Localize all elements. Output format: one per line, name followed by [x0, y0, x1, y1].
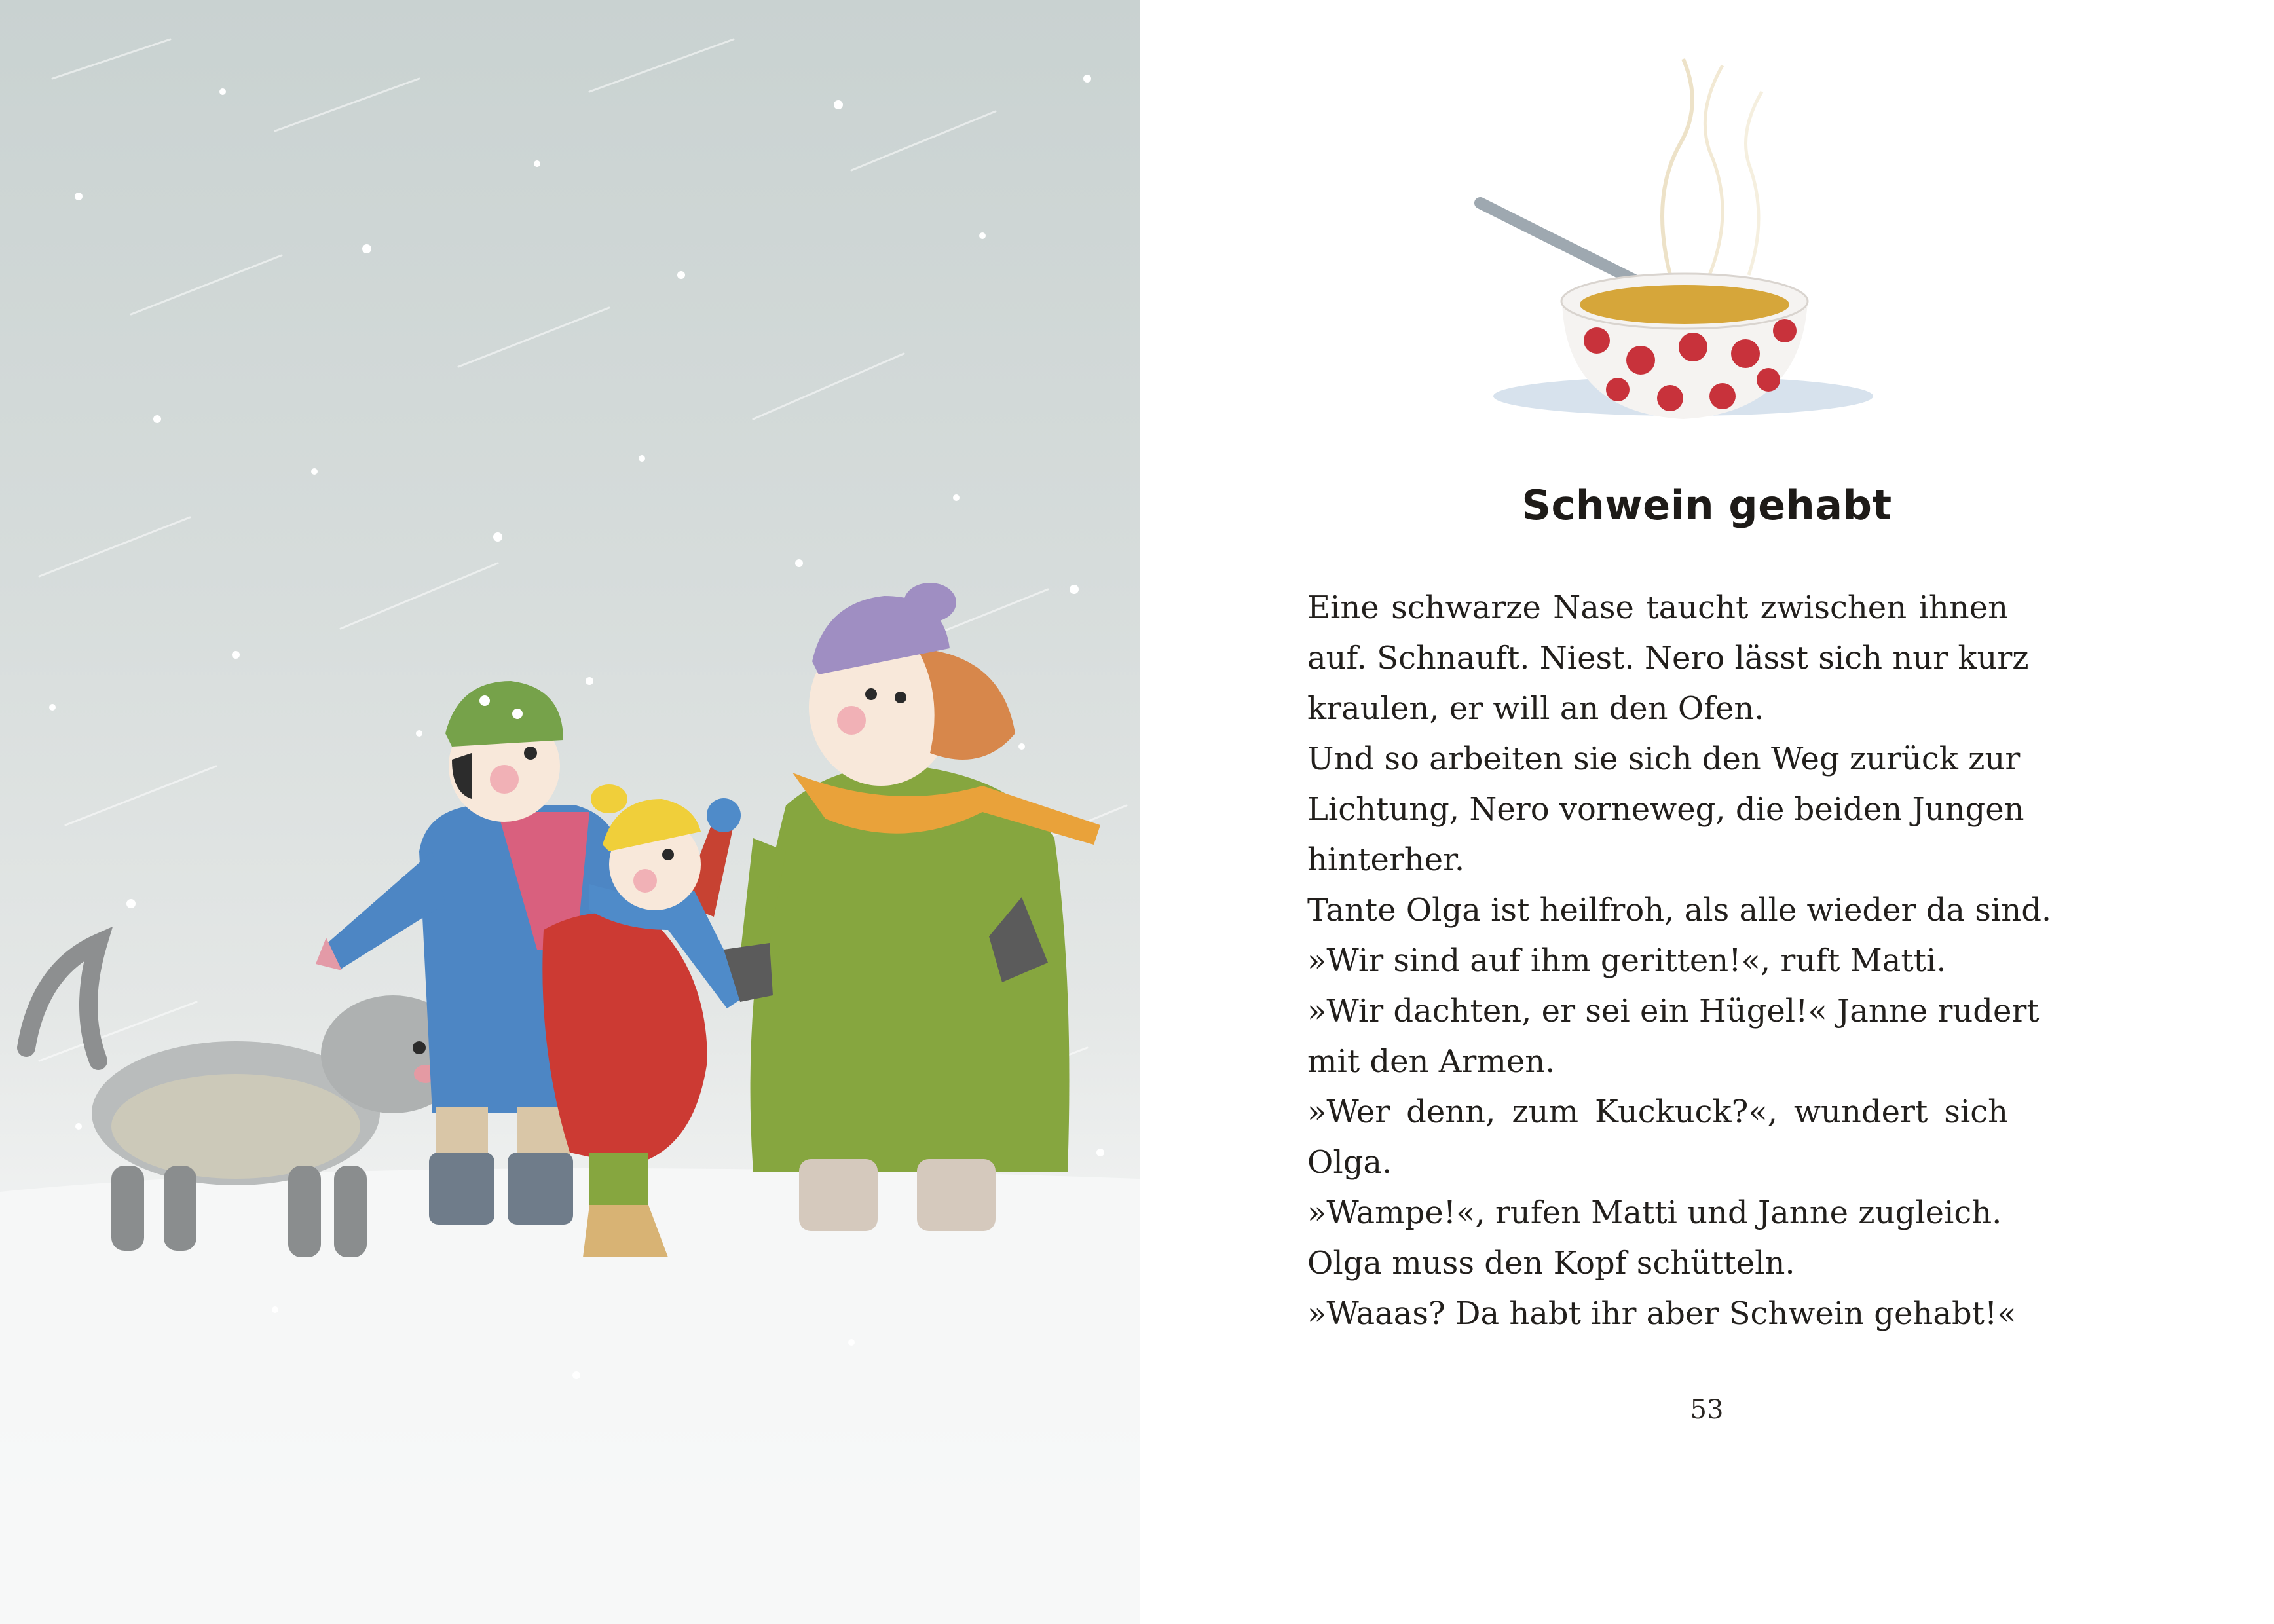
story-line: Lichtung, Nero vorneweg, die beiden Jungen — [1307, 791, 2024, 828]
story-text — [1307, 583, 2052, 1339]
story-line: Eine schwarze Nase taucht zwischen ihnen — [1307, 589, 2008, 626]
story-line: kraulen, er will an den Ofen. — [1307, 690, 1764, 727]
page-number: 53 — [1690, 1395, 1724, 1425]
story-line: »Wir dachten, er sei ein Hügel!« Janne rudert — [1307, 993, 2040, 1029]
story-line: »Wir sind auf ihm geritten!«, ruft Matti. — [1307, 942, 1947, 979]
right-page — [1140, 0, 2274, 1624]
story-line: Olga. — [1307, 1144, 1392, 1181]
woman-green-coat — [724, 583, 1100, 1231]
story-line: hinterher. — [1307, 841, 1465, 878]
story-line: Tante Olga ist heilfroh, als alle wieder da sind. — [1307, 892, 2052, 929]
chapter-title: Schwein gehabt — [1521, 481, 1892, 529]
story-line: auf. Schnauft. Niest. Nero lässt sich nur kurz — [1307, 640, 2029, 676]
story-line: Und so arbeiten sie sich den Weg zurück zur — [1307, 741, 2021, 777]
story-line: »Wampe!«, rufen Matti und Janne zugleich. — [1307, 1194, 2002, 1231]
story-line: mit den Armen. — [1307, 1043, 1556, 1080]
story-line: Olga muss den Kopf schütteln. — [1307, 1245, 1795, 1282]
soup-bowl-icon — [1441, 39, 1978, 458]
story-line: »Waaas? Da habt ihr aber Schwein gehabt!« — [1307, 1295, 2017, 1332]
story-line: »Wer denn, zum Kuckuck?«, wundert sich — [1307, 1094, 2008, 1130]
